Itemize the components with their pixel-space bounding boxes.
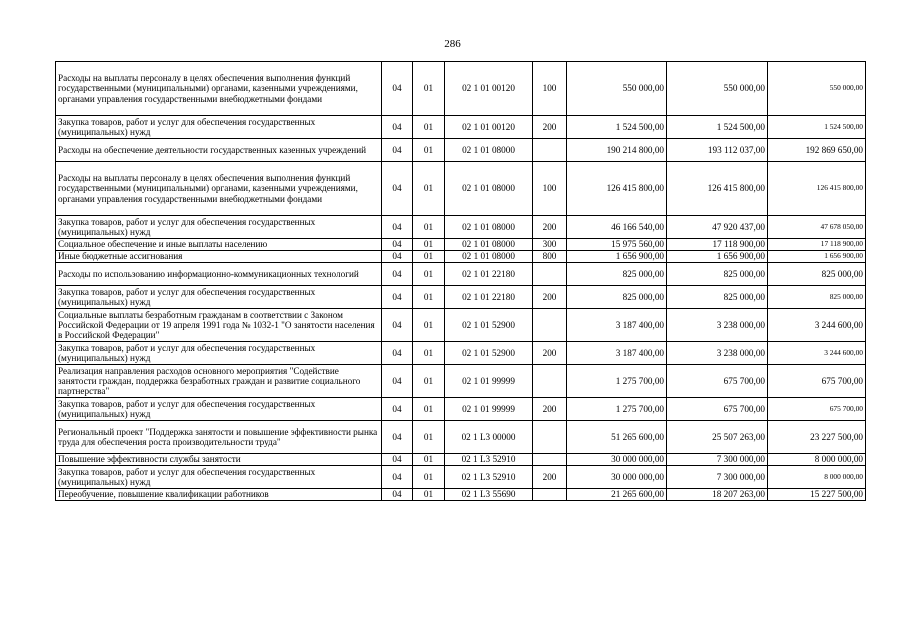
subsection-code-cell: 01 xyxy=(413,421,445,454)
target-article-cell: 02 1 01 00120 xyxy=(445,62,533,116)
table-row xyxy=(56,263,866,286)
expense-type-cell: 100 xyxy=(533,62,567,116)
expense-type-cell xyxy=(533,309,567,342)
expense-name-cell: Иные бюджетные ассигнования xyxy=(56,251,382,263)
table-row xyxy=(56,116,866,139)
amount-year3-cell: 825 000,00 xyxy=(768,263,866,286)
table-row xyxy=(56,454,866,466)
target-article-cell: 02 1 01 08000 xyxy=(445,162,533,216)
expense-name-cell: Расходы на выплаты персоналу в целях обеспечения выполнения функций государственными (муниципальными) органами, казенными учреждениями, органами управления государственными внебюджетными фондами xyxy=(56,62,382,116)
table-row xyxy=(56,162,866,216)
amount-year2-cell: 675 700,00 xyxy=(667,398,768,421)
table-row xyxy=(56,398,866,421)
amount-year3-cell: 825 000,00 xyxy=(768,286,866,309)
amount-year2-cell: 18 207 263,00 xyxy=(667,489,768,501)
amount-year1-cell: 825 000,00 xyxy=(567,286,667,309)
amount-year2-cell: 550 000,00 xyxy=(667,62,768,116)
target-article-cell: 02 1 01 52900 xyxy=(445,309,533,342)
amount-year1-cell: 51 265 600,00 xyxy=(567,421,667,454)
table-row xyxy=(56,309,866,342)
amount-year3-cell: 8 000 000,00 xyxy=(768,454,866,466)
subsection-code-cell: 01 xyxy=(413,466,445,489)
amount-year1-cell: 126 415 800,00 xyxy=(567,162,667,216)
amount-year3-cell: 8 000 000,00 xyxy=(768,466,866,489)
amount-year3-cell: 675 700,00 xyxy=(768,365,866,398)
amount-year3-cell: 192 869 650,00 xyxy=(768,139,866,162)
subsection-code-cell: 01 xyxy=(413,251,445,263)
subsection-code-cell: 01 xyxy=(413,398,445,421)
amount-year1-cell: 1 275 700,00 xyxy=(567,398,667,421)
expense-name-cell: Социальные выплаты безработным гражданам в соответствии с Законом Российской Федерации от 19 апреля 1991 года № 1032-1 "О занятости населения в Российской Федерации" xyxy=(56,309,382,342)
subsection-code-cell: 01 xyxy=(413,309,445,342)
amount-year2-cell: 3 238 000,00 xyxy=(667,309,768,342)
expense-type-cell: 300 xyxy=(533,239,567,251)
section-code-cell: 04 xyxy=(382,365,413,398)
expense-type-cell: 200 xyxy=(533,286,567,309)
subsection-code-cell: 01 xyxy=(413,263,445,286)
target-article-cell: 02 1 01 08000 xyxy=(445,139,533,162)
expense-name-cell: Реализация направления расходов основного мероприятия "Содействие занятости граждан, поддержка безработных граждан и развитие социального партнерства" xyxy=(56,365,382,398)
section-code-cell: 04 xyxy=(382,263,413,286)
amount-year2-cell: 7 300 000,00 xyxy=(667,466,768,489)
subsection-code-cell: 01 xyxy=(413,342,445,365)
expense-type-cell xyxy=(533,489,567,501)
expense-name-cell: Закупка товаров, работ и услуг для обеспечения государственных (муниципальных) нужд xyxy=(56,116,382,139)
amount-year3-cell: 23 227 500,00 xyxy=(768,421,866,454)
amount-year3-cell: 3 244 600,00 xyxy=(768,309,866,342)
expense-type-cell: 200 xyxy=(533,116,567,139)
amount-year1-cell: 1 656 900,00 xyxy=(567,251,667,263)
target-article-cell: 02 1 L3 52910 xyxy=(445,454,533,466)
amount-year2-cell: 47 920 437,00 xyxy=(667,216,768,239)
target-article-cell: 02 1 01 08000 xyxy=(445,251,533,263)
amount-year3-cell: 3 244 600,00 xyxy=(768,342,866,365)
table-row xyxy=(56,342,866,365)
target-article-cell: 02 1 01 22180 xyxy=(445,263,533,286)
section-code-cell: 04 xyxy=(382,489,413,501)
subsection-code-cell: 01 xyxy=(413,162,445,216)
subsection-code-cell: 01 xyxy=(413,454,445,466)
amount-year1-cell: 3 187 400,00 xyxy=(567,342,667,365)
section-code-cell: 04 xyxy=(382,466,413,489)
section-code-cell: 04 xyxy=(382,342,413,365)
target-article-cell: 02 1 L3 55690 xyxy=(445,489,533,501)
amount-year2-cell: 3 238 000,00 xyxy=(667,342,768,365)
table-row xyxy=(56,139,866,162)
expense-type-cell xyxy=(533,263,567,286)
expense-name-cell: Переобучение, повышение квалификации работников xyxy=(56,489,382,501)
expense-type-cell xyxy=(533,421,567,454)
target-article-cell: 02 1 01 00120 xyxy=(445,116,533,139)
target-article-cell: 02 1 01 99999 xyxy=(445,365,533,398)
amount-year3-cell: 1 524 500,00 xyxy=(768,116,866,139)
section-code-cell: 04 xyxy=(382,216,413,239)
subsection-code-cell: 01 xyxy=(413,216,445,239)
expense-type-cell: 100 xyxy=(533,162,567,216)
section-code-cell: 04 xyxy=(382,116,413,139)
table-row xyxy=(56,216,866,239)
amount-year2-cell: 1 524 500,00 xyxy=(667,116,768,139)
amount-year1-cell: 1 524 500,00 xyxy=(567,116,667,139)
target-article-cell: 02 1 01 08000 xyxy=(445,239,533,251)
expense-name-cell: Закупка товаров, работ и услуг для обеспечения государственных (муниципальных) нужд xyxy=(56,342,382,365)
section-code-cell: 04 xyxy=(382,62,413,116)
target-article-cell: 02 1 01 22180 xyxy=(445,286,533,309)
amount-year1-cell: 21 265 600,00 xyxy=(567,489,667,501)
amount-year2-cell: 825 000,00 xyxy=(667,286,768,309)
target-article-cell: 02 1 01 99999 xyxy=(445,398,533,421)
budget-table xyxy=(55,61,866,501)
section-code-cell: 04 xyxy=(382,162,413,216)
amount-year2-cell: 7 300 000,00 xyxy=(667,454,768,466)
amount-year1-cell: 550 000,00 xyxy=(567,62,667,116)
page-number: 286 xyxy=(444,38,461,50)
amount-year1-cell: 15 975 560,00 xyxy=(567,239,667,251)
expense-name-cell: Расходы на выплаты персоналу в целях обеспечения выполнения функций государственными (муниципальными) органами, казенными учреждениями, органами управления государственными внебюджетными фондами xyxy=(56,162,382,216)
amount-year1-cell: 190 214 800,00 xyxy=(567,139,667,162)
target-article-cell: 02 1 L3 52910 xyxy=(445,466,533,489)
section-code-cell: 04 xyxy=(382,309,413,342)
expense-name-cell: Расходы на обеспечение деятельности государственных казенных учреждений xyxy=(56,139,382,162)
subsection-code-cell: 01 xyxy=(413,62,445,116)
table-row xyxy=(56,466,866,489)
amount-year2-cell: 825 000,00 xyxy=(667,263,768,286)
amount-year3-cell: 675 700,00 xyxy=(768,398,866,421)
amount-year3-cell: 47 678 050,00 xyxy=(768,216,866,239)
amount-year1-cell: 1 275 700,00 xyxy=(567,365,667,398)
amount-year2-cell: 1 656 900,00 xyxy=(667,251,768,263)
expense-type-cell xyxy=(533,139,567,162)
expense-type-cell: 200 xyxy=(533,216,567,239)
table-row xyxy=(56,62,866,116)
expense-name-cell: Повышение эффективности службы занятости xyxy=(56,454,382,466)
expense-type-cell: 200 xyxy=(533,342,567,365)
target-article-cell: 02 1 L3 00000 xyxy=(445,421,533,454)
section-code-cell: 04 xyxy=(382,139,413,162)
table-row xyxy=(56,421,866,454)
amount-year3-cell: 550 000,00 xyxy=(768,62,866,116)
table-row xyxy=(56,239,866,251)
amount-year1-cell: 825 000,00 xyxy=(567,263,667,286)
amount-year3-cell: 15 227 500,00 xyxy=(768,489,866,501)
amount-year1-cell: 46 166 540,00 xyxy=(567,216,667,239)
amount-year2-cell: 193 112 037,00 xyxy=(667,139,768,162)
expense-type-cell xyxy=(533,365,567,398)
table-row xyxy=(56,251,866,263)
section-code-cell: 04 xyxy=(382,239,413,251)
subsection-code-cell: 01 xyxy=(413,286,445,309)
amount-year3-cell: 1 656 900,00 xyxy=(768,251,866,263)
expense-name-cell: Закупка товаров, работ и услуг для обеспечения государственных (муниципальных) нужд xyxy=(56,286,382,309)
amount-year2-cell: 126 415 800,00 xyxy=(667,162,768,216)
table-row xyxy=(56,286,866,309)
expense-type-cell: 200 xyxy=(533,466,567,489)
target-article-cell: 02 1 01 52900 xyxy=(445,342,533,365)
expense-type-cell: 800 xyxy=(533,251,567,263)
table-row xyxy=(56,489,866,501)
section-code-cell: 04 xyxy=(382,454,413,466)
table-row xyxy=(56,365,866,398)
amount-year1-cell: 30 000 000,00 xyxy=(567,466,667,489)
amount-year3-cell: 126 415 800,00 xyxy=(768,162,866,216)
expense-name-cell: Расходы по использованию информационно-коммуникационных технологий xyxy=(56,263,382,286)
expense-type-cell xyxy=(533,454,567,466)
subsection-code-cell: 01 xyxy=(413,365,445,398)
amount-year2-cell: 17 118 900,00 xyxy=(667,239,768,251)
target-article-cell: 02 1 01 08000 xyxy=(445,216,533,239)
amount-year1-cell: 3 187 400,00 xyxy=(567,309,667,342)
subsection-code-cell: 01 xyxy=(413,139,445,162)
subsection-code-cell: 01 xyxy=(413,489,445,501)
section-code-cell: 04 xyxy=(382,398,413,421)
expense-name-cell: Закупка товаров, работ и услуг для обеспечения государственных (муниципальных) нужд xyxy=(56,216,382,239)
section-code-cell: 04 xyxy=(382,251,413,263)
expense-type-cell: 200 xyxy=(533,398,567,421)
expense-name-cell: Закупка товаров, работ и услуг для обеспечения государственных (муниципальных) нужд xyxy=(56,466,382,489)
section-code-cell: 04 xyxy=(382,421,413,454)
amount-year2-cell: 675 700,00 xyxy=(667,365,768,398)
expense-name-cell: Социальное обеспечение и иные выплаты населению xyxy=(56,239,382,251)
amount-year3-cell: 17 118 900,00 xyxy=(768,239,866,251)
expense-name-cell: Закупка товаров, работ и услуг для обеспечения государственных (муниципальных) нужд xyxy=(56,398,382,421)
amount-year1-cell: 30 000 000,00 xyxy=(567,454,667,466)
amount-year2-cell: 25 507 263,00 xyxy=(667,421,768,454)
section-code-cell: 04 xyxy=(382,286,413,309)
expense-name-cell: Региональный проект "Поддержка занятости и повышение эффективности рынка труда для обеспечения роста производительности труда" xyxy=(56,421,382,454)
subsection-code-cell: 01 xyxy=(413,239,445,251)
subsection-code-cell: 01 xyxy=(413,116,445,139)
